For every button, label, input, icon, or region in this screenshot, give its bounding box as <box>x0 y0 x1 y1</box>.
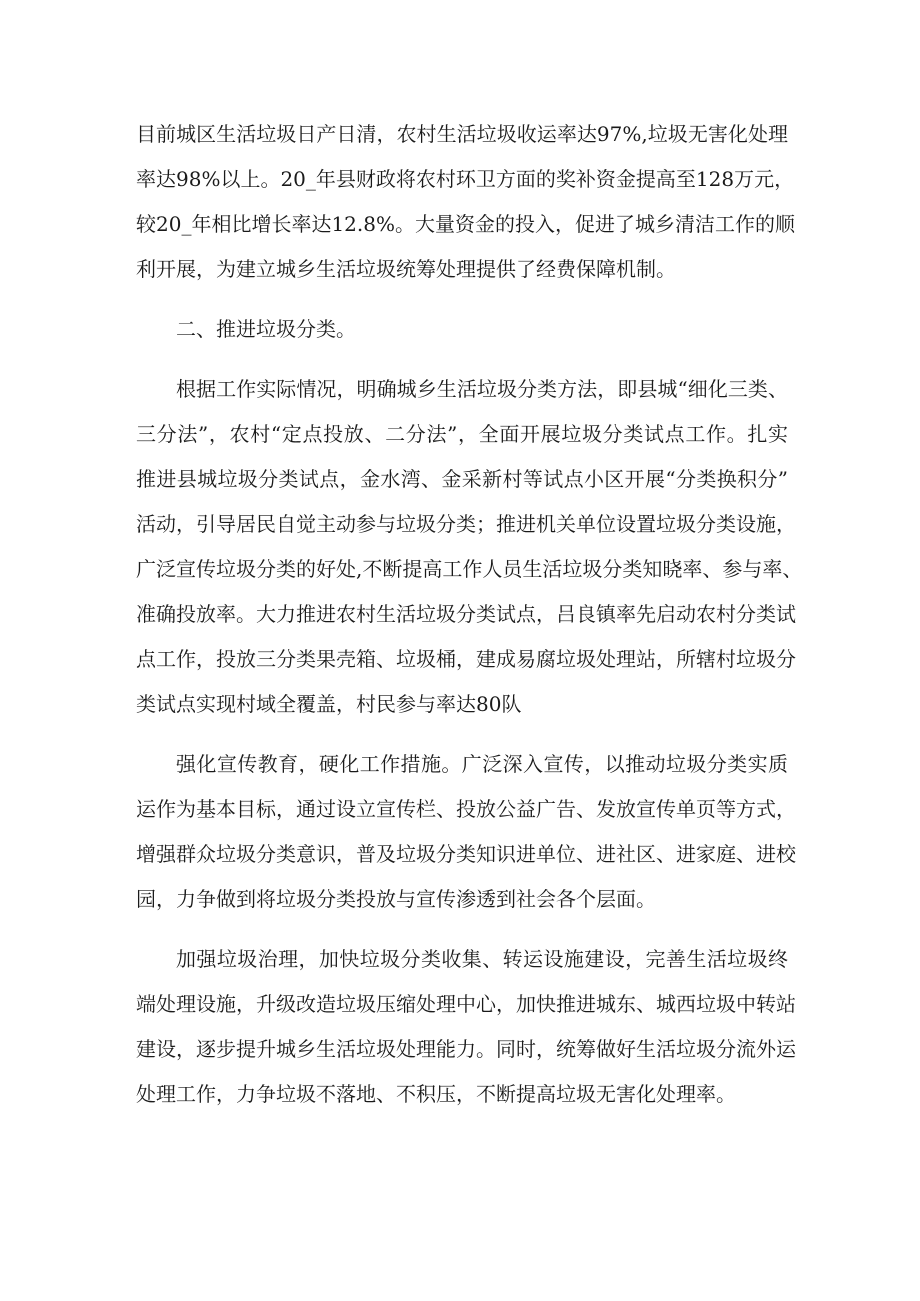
text-line: 根据工作实际情况，明确城乡生活垃圾分类方法，即县城“细化三类、 <box>176 377 788 401</box>
text-line: 广泛宣传垃圾分类的好处,不断提高工作人员生活垃圾分类知晓率、参与率、 <box>136 557 803 581</box>
text-line: 园，力争做到将垃圾分类投放与宣传渗透到社会各个层面。 <box>136 887 656 911</box>
text-line: 推进县城垃圾分类试点，金水湾、金采新村等试点小区开展“分类换积分” <box>136 467 788 491</box>
text-line: 类试点实现村域全覆盖，村民参与率达80队 <box>136 692 522 716</box>
document-body <box>136 112 803 1117</box>
paragraph-funding <box>136 112 795 292</box>
paragraph-classification <box>136 367 803 727</box>
text-line: 端处理设施，升级改造垃圾压缩处理中心，加快推进城东、城西垃圾中转站 <box>136 992 796 1016</box>
paragraph-governance <box>136 937 796 1117</box>
text-line: 目前城区生活垃圾日产日清，农村生活垃圾收运率达97%,垃圾无害化处理 <box>136 122 788 146</box>
text-line: 三分法”，农村“定点投放、二分法”，全面开展垃圾分类试点工作。扎实 <box>136 422 788 446</box>
text-line: 点工作，投放三分类果壳箱、垃圾桶，建成易腐垃圾处理站，所辖村垃圾分 <box>136 647 796 671</box>
paragraph-publicity <box>136 742 796 922</box>
text-line: 较20_年相比增长率达12.8%。大量资金的投入，促进了城乡清洁工作的顺 <box>136 212 795 236</box>
text-line: 增强群众垃圾分类意识，普及垃圾分类知识进单位、进社区、进家庭、进校 <box>136 842 796 866</box>
text-line: 建设，逐步提升城乡生活垃圾处理能力。同时，统筹做好生活垃圾分流外运 <box>136 1037 796 1061</box>
text-line: 活动，引导居民自觉主动参与垃圾分类；推进机关单位设置垃圾分类设施， <box>136 512 796 536</box>
text-line: 加强垃圾治理，加快垃圾分类收集、转运设施建设，完善生活垃圾终 <box>176 947 788 971</box>
text-line: 利开展，为建立城乡生活垃圾统筹处理提供了经费保障机制。 <box>136 257 676 281</box>
text-line: 率达98%以上。20_年县财政将农村环卫方面的奖补资金提高至128万元， <box>136 167 795 191</box>
text-line: 强化宣传教育，硬化工作措施。广泛深入宣传，以推动垃圾分类实质 <box>176 752 788 776</box>
section-heading-text: 二、推进垃圾分类。 <box>176 317 356 341</box>
text-line: 处理工作，力争垃圾不落地、不积压，不断提高垃圾无害化处理率。 <box>136 1082 736 1106</box>
text-line: 运作为基本目标，通过设立宣传栏、投放公益广告、发放宣传单页等方式， <box>136 797 796 821</box>
section-heading <box>136 307 788 352</box>
text-line: 准确投放率。大力推进农村生活垃圾分类试点，吕良镇率先启动农村分类试 <box>136 602 796 626</box>
